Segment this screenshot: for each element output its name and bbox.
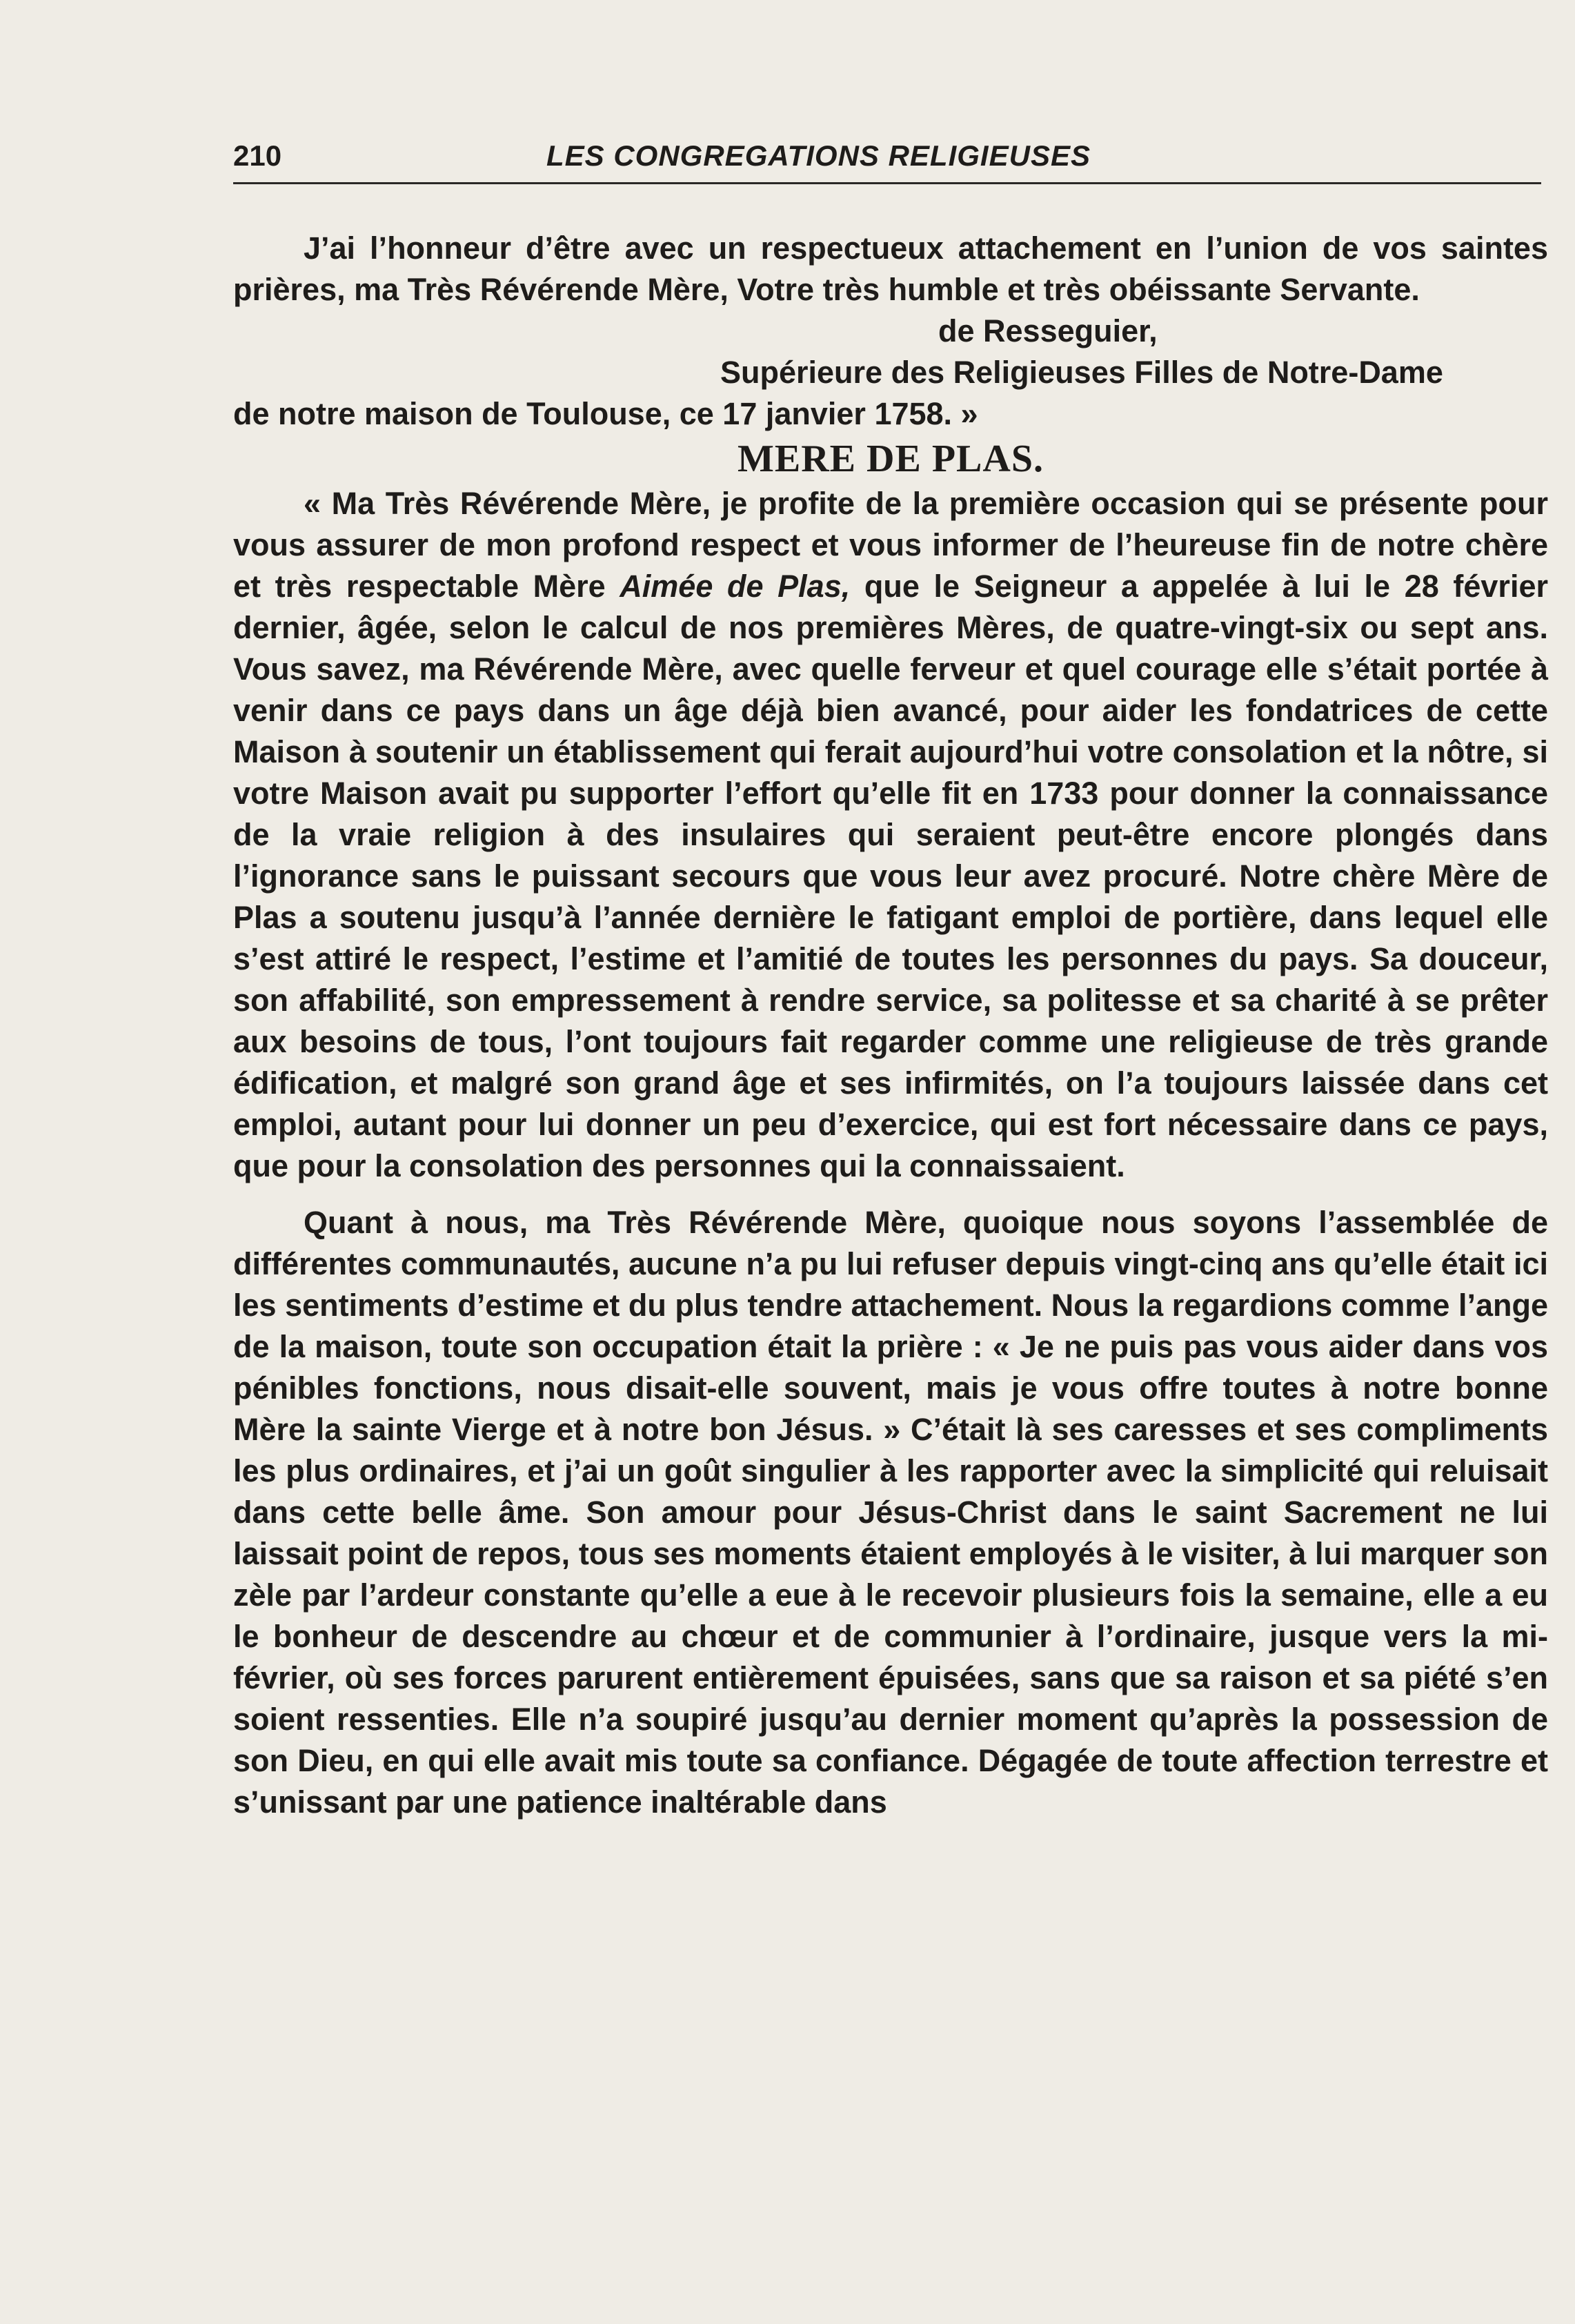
paragraph-1-part-a: « Ma Très Révérende Mère, je profite de la première occasion qui se présente pour vous assurer de mon profond respect et vous informer de l’heureuse fin de notre chère et très respectable Mère — [233, 486, 1548, 604]
closing-paragraph: J’ai l’honneur d’être avec un respectueux attachement en l’union de vos saintes prières, ma Très Révérende Mère, Votre très humble et très obéissante Servante. — [233, 230, 1548, 307]
signature-place-date: de notre maison de Toulouse, ce 17 janvier 1758. » — [233, 396, 978, 431]
person-name: Aimée de Plas, — [620, 569, 851, 604]
signature-role: Supérieure des Religieuses Filles de Notre-Dame — [720, 355, 1443, 390]
page-body — [233, 228, 1548, 1823]
page-number: 210 — [233, 139, 282, 172]
page-header — [233, 135, 1548, 182]
signature-name: de Resseguier, — [938, 313, 1158, 348]
header-rule — [233, 182, 1541, 184]
paragraph-1 — [233, 483, 1548, 1187]
paragraph-2: Quant à nous, ma Très Révérende Mère, quoique nous soyons l’assemblée de différentes communautés, aucune n’a pu lui refuser depuis vingt-cinq ans qu’elle était ici les sentiments d’estime et du plus tendre attachement. Nous la regardions comme l’ange de la maison, toute son occupation était la prière : « Je ne puis pas vous aider dans vos pénibles fonctions, nous disait-elle souvent, mais je vous offre toutes à notre bonne Mère la sainte Vierge et à notre bon Jésus. » C’était là ses caresses et ses compliments les plus ordinaires, et j’ai un goût singulier à les rapporter avec la simplicité qui reluisait dans cette belle âme. Son amour pour Jésus-Christ dans le saint Sacrement ne lui laissait point de repos, tous ses moments étaient employés à le visiter, à lui marquer son zèle par l’ardeur constante qu’elle a eue à le recevoir plusieurs fois la semaine, elle a eu le bonheur de descendre au chœur et de communier à l’ordinaire, jusque vers la mi-février, où ses forces parurent entièrement épuisées, sans que sa raison et sa piété s’en soient ressenties. Elle n’a soupiré jusqu’au dernier moment qu’après la possession de son Dieu, en qui elle avait mis toute sa confiance. Dégagée de toute affection terrestre et s’unissant par une patience inaltérable dans — [233, 1205, 1548, 1820]
running-title: LES CONGREGATIONS RELIGIEUSES — [546, 139, 1091, 172]
paragraph-1-part-b: que le Seigneur a appelée à lui le 28 février dernier, âgée, selon le calcul de nos premières Mères, de quatre-vingt-six ou sept ans. Vous savez, ma Révérende Mère, avec quelle ferveur et quel courage elle s’était portée à venir dans ce pays dans un âge déjà bien avancé, pour aider les fondatrices de cette Maison à soutenir un établissement qui ferait aujourd’hui votre consolation et la nôtre, si votre Maison avait pu supporter l’effort qu’elle fit en 1733 pour donner la connaissance de la vraie religion à des insulaires qui seraient peut-être encore plongés dans l’ignorance sans le puissant secours que vous leur avez procuré. Notre chère Mère de Plas a soutenu jusqu’à l’année dernière le fatigant emploi de portière, dans lequel elle s’est attiré le respect, l’estime et l’amitié de toutes les personnes du pays. Sa douceur, son affabilité, son empressement à rendre service, sa politesse et sa charité à se prêter aux besoins de tous, l’ont toujours fait regarder comme une religieuse de très grande édification, et malgré son grand âge et ses infirmités, on l’a toujours laissée dans cet emploi, autant pour lui donner un peu d’exercice, qui est fort nécessaire dans ce pays, que pour la consolation des personnes qui la connaissaient. — [233, 569, 1548, 1183]
section-title: MERE DE PLAS. — [737, 437, 1044, 480]
